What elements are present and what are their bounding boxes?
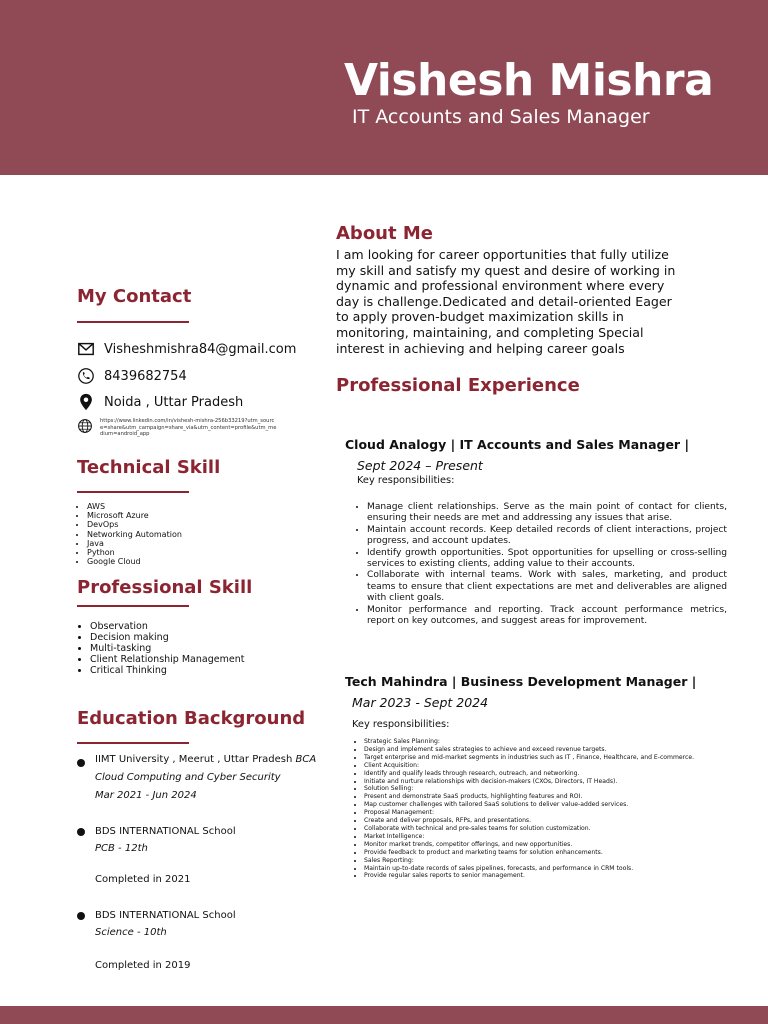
technical-skill-item: • DevOps <box>87 520 182 529</box>
responsibility-item: • Sales Reporting: <box>364 857 724 865</box>
responsibility-item: • Identify growth opportunities. Spot opportunities for upselling or cross-selling services to existing clients, adding value to their accounts. <box>367 548 727 571</box>
technical-skill-divider <box>77 491 189 493</box>
about-heading: About Me <box>336 223 433 244</box>
professional-skill-divider <box>77 605 189 607</box>
location-row <box>77 393 243 411</box>
responsibility-item: • Provide regular sales reports to senior management. <box>364 872 724 880</box>
professional-skill-item: • Observation <box>90 621 244 632</box>
about-text: I am looking for career opportunities that fully utilize my skill and satisfy my quest and desire of working in dynamic and professional environment where every day is challenge.Dedicated and detail-oriented Eager to apply proven-budget maximization skills in monitoring, maintaining, and completing Special interest in achieving and helping career goals <box>336 247 676 356</box>
linkedin-row[interactable] <box>77 418 277 438</box>
responsibility-item: • Provide feedback to product and marketing teams for solution enhancements. <box>364 849 724 857</box>
bullet-dot <box>77 828 85 836</box>
education-field: PCB - 12th <box>95 843 148 854</box>
responsibility-item: • Maintain up-to-date records of sales pipelines, forecasts, and performance in CRM tools. <box>364 865 724 873</box>
email-text: Visheshmishra84@gmail.com <box>104 341 297 357</box>
education-field: Cloud Computing and Cyber Security <box>95 772 281 783</box>
phone-icon <box>77 367 95 385</box>
experience-heading: Professional Experience <box>336 375 580 396</box>
responsibility-item: • Solution Selling: <box>364 785 724 793</box>
key-responsibilities-label: Key responsibilities: <box>352 719 450 730</box>
email-row[interactable] <box>77 340 296 358</box>
education-dates: Completed in 2019 <box>95 960 191 971</box>
responsibility-list <box>353 502 727 627</box>
location-text: Noida , Uttar Pradesh <box>104 394 244 410</box>
responsibility-item: • Monitor market trends, competitor offerings, and new opportunities. <box>364 841 724 849</box>
responsibility-item: • Client Acquisition: <box>364 762 724 770</box>
professional-skill-item: • Multi-tasking <box>90 643 244 654</box>
job-dates: Mar 2023 - Sept 2024 <box>352 695 489 710</box>
education-divider <box>77 742 189 744</box>
technical-skill-item: • Python <box>87 548 182 557</box>
bullet-dot <box>77 759 85 767</box>
bullet-dot <box>77 912 85 920</box>
responsibility-item: • Proposal Management: <box>364 809 724 817</box>
responsibility-item: • Target enterprise and mid-market segments in industries such as IT , Finance, Healthcare, and E-commerce. <box>364 754 724 762</box>
education-dates: Mar 2021 - Jun 2024 <box>95 790 197 801</box>
contact-divider <box>77 321 189 323</box>
location-pin-icon <box>77 393 95 411</box>
technical-skill-list <box>75 502 182 566</box>
responsibility-item: • Design and implement sales strategies to achieve and exceed revenue targets. <box>364 746 724 754</box>
responsibility-item: • Present and demonstrate SaaS products, highlighting features and ROI. <box>364 793 724 801</box>
responsibility-item: • Market Intelligence: <box>364 833 724 841</box>
education-heading: Education Background <box>77 708 306 729</box>
technical-skill-item: • Networking Automation <box>87 530 182 539</box>
technical-skill-item: • Microsoft Azure <box>87 511 182 520</box>
key-responsibilities-label: Key responsibilities: <box>357 475 455 486</box>
education-institution: BDS INTERNATIONAL School <box>95 910 236 921</box>
responsibility-item: • Monitor performance and reporting. Track account performance metrics, report on key outcomes, and suggest areas for improvement. <box>367 605 727 628</box>
linkedin-link[interactable]: https://www.linkedin.com/in/vishesh-mishra-256b33219?utm_source=share&utm_campaign=share_via&utm_content=profile&utm_medium=android_app <box>100 418 277 437</box>
responsibility-list <box>352 738 724 880</box>
responsibility-item: • Maintain account records. Keep detailed records of client interactions, project progress, and account updates. <box>367 525 727 548</box>
education-field: Science - 10th <box>95 927 167 938</box>
technical-skill-item: • AWS <box>87 502 182 511</box>
responsibility-item: • Strategic Sales Planning: <box>364 738 724 746</box>
responsibility-item: • Map customer challenges with tailored SaaS solutions to deliver value-added services. <box>364 801 724 809</box>
mail-icon <box>77 340 95 358</box>
education-degree: BCA <box>295 754 317 765</box>
globe-icon <box>77 418 93 434</box>
responsibility-item: • Create and deliver proposals, RFPs, and presentations. <box>364 817 724 825</box>
job-dates: Sept 2024 – Present <box>357 458 483 473</box>
job-title: Tech Mahindra | Business Development Manager | <box>345 674 697 689</box>
contact-heading: My Contact <box>77 286 192 307</box>
professional-skill-list <box>78 621 244 676</box>
candidate-name: Vishesh Mishra <box>344 55 714 106</box>
phone-text: 8439682754 <box>104 368 187 384</box>
technical-skill-item: • Java <box>87 539 182 548</box>
technical-skill-item: • Google Cloud <box>87 557 182 566</box>
footer-band <box>0 1006 768 1024</box>
responsibility-item: • Manage client relationships. Serve as the main point of contact for clients, ensuring their needs are met and addressing any issues that arise. <box>367 502 727 525</box>
professional-skill-heading: Professional Skill <box>77 577 253 598</box>
professional-skill-item: • Decision making <box>90 632 244 643</box>
professional-skill-item: • Critical Thinking <box>90 665 244 676</box>
education-dates: Completed in 2021 <box>95 874 191 885</box>
responsibility-item: • Identify and qualify leads through research, outreach, and networking. <box>364 770 724 778</box>
phone-row[interactable] <box>77 367 187 385</box>
responsibility-item: • Initiate and nurture relationships with decision-makers (CXOs, Directors, IT Heads). <box>364 778 724 786</box>
professional-skill-item: • Client Relationship Management <box>90 654 244 665</box>
responsibility-item: • Collaborate with internal teams. Work with sales, marketing, and product teams to ensure that client expectations are met and deliverables are aligned with client goals. <box>367 570 727 604</box>
job-title: Cloud Analogy | IT Accounts and Sales Manager | <box>345 437 690 452</box>
education-institution: IIMT University , Meerut , Uttar Pradesh <box>95 754 293 765</box>
technical-skill-heading: Technical Skill <box>77 457 221 478</box>
education-institution: BDS INTERNATIONAL School <box>95 826 236 837</box>
candidate-role: IT Accounts and Sales Manager <box>352 106 650 128</box>
responsibility-item: • Collaborate with technical and pre-sales teams for solution customization. <box>364 825 724 833</box>
